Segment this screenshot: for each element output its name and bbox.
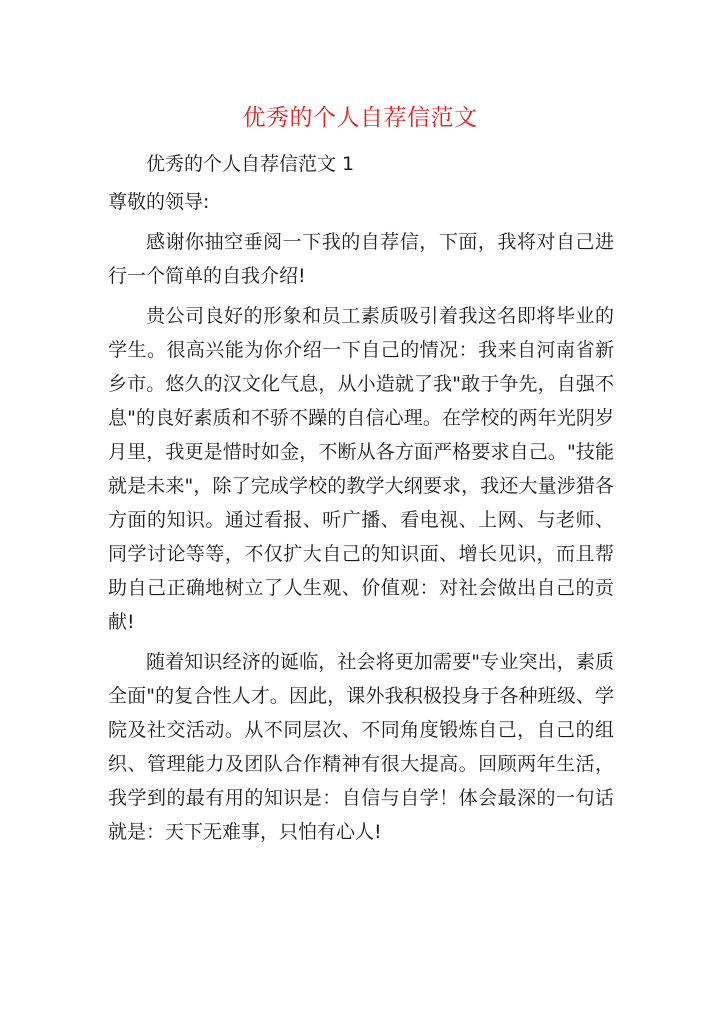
paragraph-3: 随着知识经济的诞临，社会将更加需要"专业突出，素质全面"的复合性人才。因此，课外我积极投身于各种班级、学院及社交活动。从不同层次、不同角度锻炼自己，自己的组织、管理能力及团队合作精神有很大提高。回顾两年生活，我学到的最有用的知识是：自信与自学！体会最深的一句话就是：天下无难事，只怕有心人! [108,651,614,843]
paragraph-1: 感谢你抽空垂阅一下我的自荐信，下面，我将对自己进行一个简单的自我介绍! [108,231,614,287]
document-body [108,147,614,855]
document-title: 优秀的个人自荐信范文 [242,105,478,131]
document-subtitle: 优秀的个人自荐信范文 1 [146,153,355,175]
salutation: 尊敬的领导: [108,191,210,213]
paragraph-2: 贵公司良好的形象和员工素质吸引着我这名即将毕业的学生。很高兴能为你介绍一下自己的情况：我来自河南省新乡市。悠久的汉文化气息，从小造就了我"敢于争先，自强不息"的良好素质和不骄不躁的自信心理。在学校的两年光阴岁月里，我更是惜时如金，不断从各方面严格要求自己。"技能就是未来"，除了完成学校的教学大纲要求，我还大量涉猎各方面的知识。通过看报、听广播、看电视、上网、与老师、同学讨论等等，不仅扩大自己的知识面、增长见识，而且帮助自己正确地树立了人生观、价值观：对社会做出自己的贡献! [108,305,614,633]
